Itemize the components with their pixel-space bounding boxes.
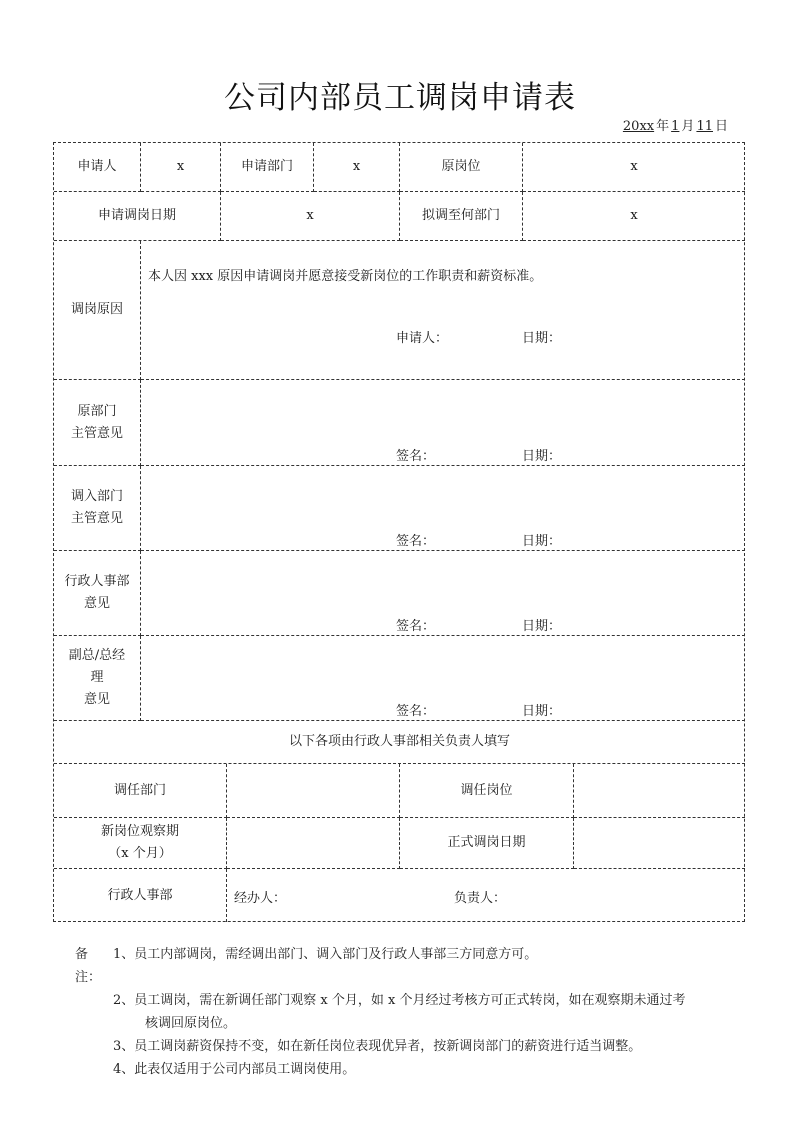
date-day-unit: 日 [714, 119, 728, 134]
orig-dept-opinion-field[interactable] [141, 380, 745, 466]
sign-label: 签名： [396, 619, 436, 634]
orig-post-label: 原岗位 [400, 143, 523, 192]
label-line: （x 个月） [108, 846, 172, 861]
label-line: 意见 [83, 596, 110, 611]
new-dept-label: 调任部门 [54, 764, 227, 818]
date-label: 日期： [522, 449, 562, 464]
reason-field[interactable] [141, 241, 745, 380]
note-item: 1、员工内部调岗，需经调出部门、调入部门及行政人事部三方同意方可。 [113, 947, 538, 962]
gm-opinion-label [54, 636, 141, 721]
note-item: 4、此表仅适用于公司内部员工调岗使用。 [113, 1062, 356, 1077]
applicant-field[interactable]: x [141, 143, 221, 192]
date-label: 日期： [522, 619, 562, 634]
probation-field[interactable] [227, 818, 400, 869]
label-line: 主管意见 [70, 425, 123, 441]
date-label: 日期： [522, 534, 562, 549]
label-line: 原部门 [77, 403, 117, 419]
sign-label: 签名： [396, 704, 436, 719]
label-line: 调入部门 [70, 489, 123, 504]
target-dept-field[interactable]: x [523, 192, 745, 241]
date-year[interactable]: 20xx [622, 119, 655, 134]
reason-date-label: 日期： [522, 331, 562, 346]
note-item: 3、员工调岗薪资保持不变，如在新任岗位表现优异者，按新调岗部门的薪资进行适当调整。 [113, 1039, 642, 1054]
date-day[interactable]: 11 [696, 119, 713, 134]
applicant-label: 申请人 [54, 143, 141, 192]
sign-label: 签名： [396, 534, 436, 549]
new-dept-field[interactable] [227, 764, 400, 818]
label-line: 副总/总经 [68, 648, 126, 663]
form-date [621, 115, 728, 134]
formal-date-field[interactable] [574, 818, 745, 869]
new-post-label: 调任岗位 [400, 764, 574, 818]
label-line: 理 [90, 670, 104, 685]
label-line: 行政人事部 [64, 574, 130, 589]
reason-statement: 本人因 xxx 原因申请调岗并愿意接受新岗位的工作职责和薪资标准。 [148, 269, 543, 284]
target-dept-opinion-field[interactable] [141, 466, 745, 551]
label-line: 新岗位观察期 [100, 824, 179, 839]
orig-dept-opinion-label [54, 380, 141, 466]
notes-section [75, 943, 755, 1081]
sign-label: 签名： [396, 449, 436, 464]
target-dept-opinion-label [54, 466, 141, 551]
notes-prefix: 备注： [75, 947, 102, 985]
responsible-label: 负责人： [454, 891, 507, 906]
note-item-continued: 核调回原岗位。 [145, 1016, 237, 1031]
label-line: 意见 [83, 692, 110, 707]
apply-date-label: 申请调岗日期 [54, 192, 221, 241]
transfer-form-table [53, 142, 745, 922]
dept-field[interactable]: x [314, 143, 400, 192]
date-label: 日期： [522, 704, 562, 719]
hr-section-header: 以下各项由行政人事部相关负责人填写 [54, 721, 745, 764]
reason-signer-label: 申请人： [396, 331, 449, 346]
target-dept-label: 拟调至何部门 [400, 192, 523, 241]
reason-label: 调岗原因 [54, 241, 141, 380]
date-year-unit: 年 [656, 119, 670, 134]
date-month-unit: 月 [681, 119, 695, 134]
page-title: 公司内部员工调岗申请表 [224, 80, 576, 116]
hr-dept-label: 行政人事部 [54, 869, 227, 922]
hr-opinion-field[interactable] [141, 551, 745, 636]
apply-date-field[interactable]: x [221, 192, 400, 241]
dept-label: 申请部门 [221, 143, 314, 192]
orig-post-field[interactable]: x [523, 143, 745, 192]
formal-date-label: 正式调岗日期 [400, 818, 574, 869]
note-item: 2、员工调岗，需在新调任部门观察 x 个月，如 x 个月经过考核方可正式转岗，如在观察期未通过考 [113, 993, 686, 1008]
date-month[interactable]: 1 [671, 119, 680, 134]
new-post-field[interactable] [574, 764, 745, 818]
gm-opinion-field[interactable] [141, 636, 745, 721]
label-line: 主管意见 [70, 511, 123, 526]
probation-label [54, 818, 227, 869]
hr-opinion-label [54, 551, 141, 636]
handler-label: 经办人： [234, 891, 287, 906]
